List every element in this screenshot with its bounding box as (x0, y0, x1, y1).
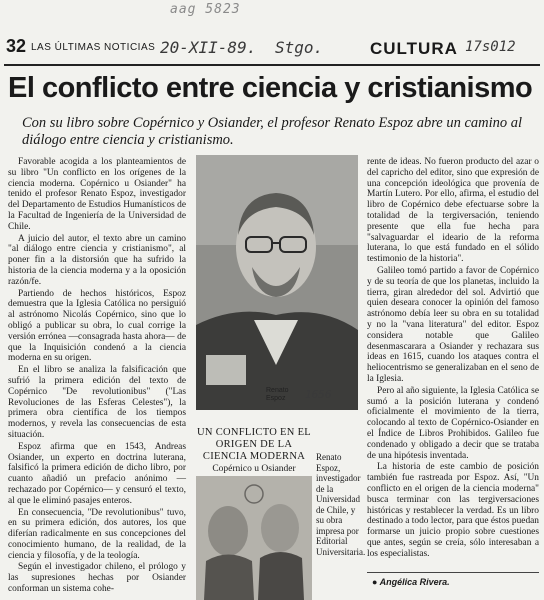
paragraph: En el libro se analiza la falsificación que sufrió la primera edición del texto de Copérnico "De revolutionibus" ("Las Revoluciones de las Esferas Celestes"), la primera obra científica de los tiempos modernos, y revela las consecuencias de esta situación. (8, 365, 186, 440)
book-cover-image (196, 476, 312, 600)
paragraph: La historia de este cambio de posición también fue rastreada por Espoz. Así, "Un conflicto en el origen de la ciencia moderna" busca terminar con las tergiversaciones históricas y restablecer la verdad. Es un libro destinado a todo lector, para que éstos puedan formarse un juicio propio sobre cuestiones que antes, según se creía, sólo interesaban a los especialistas. (367, 462, 539, 559)
article-column-left (8, 157, 186, 596)
book-cover-illustration (196, 476, 312, 600)
deck-subtitle: Con su libro sobre Copérnico y Osiander, el profesor Renato Espoz abre un camino al diálogo entre ciencia y cristianismo. (22, 115, 523, 148)
paragraph: Galileo tomó partido a favor de Copérnico y de su teoría de que los planetas, incluido la tierra, giran alrededor del sol. Advirtió que quien deseara conocer la opinión del famoso astrónomo debía leer su obra en su totalidad y no la "vana literatura" del editor. Espoz considera notable que Galileo desenmascarara a Osiander y rechazara sus ideas en 1615, cuando los ataques contra el heliocentrismo se generalizaban en el seno de la Iglesia. (367, 265, 539, 384)
handwritten-photo-number: 1656 (305, 388, 332, 401)
photo-caption-line: Espoz (266, 395, 286, 402)
paragraph: Favorable acogida a los planteamientos de su libro "Un conflicto en los orígenes de la ciencia moderna. Copérnico u Osiander" ha tenido el profesor Renato Espoz, investigador del Departamento de Estudios Humanísticos de la Facultad de Ingeniería de la Universidad de Chile. (8, 157, 186, 232)
paragraph: A juicio del autor, el texto abre un camino "al diálogo entre ciencia y cristianismo", al poner fin a la distorsión que ha sufrido la historia de la ciencia moderna y a la oposición razón/fe. (8, 233, 186, 287)
book-title: UN CONFLICTO EN EL ORIGEN DE LA CIENCIA MODERNA (197, 427, 311, 462)
photo-caption-line: Renato (266, 387, 289, 394)
byline-rule (367, 572, 539, 573)
header-rule (4, 64, 540, 66)
page-number: 32 (6, 36, 27, 56)
paragraph: Espoz afirma que en 1543, Andreas Osiander, un experto en doctrina luterana, falsificó la primera edición de dicho libro, por cuanto añadió un prefacio anónimo —rechazado por Copérnico— y censuró el texto, al que le eliminó pasajes enteros. (8, 441, 186, 506)
book-caption: Renato Espoz, investigador de la Universidad de Chile, y su obra impresa por Editorial Universitaria. (316, 452, 366, 557)
handwritten-code: 17s012 (465, 39, 516, 55)
byline: ● Angélica Rivera. (372, 577, 450, 587)
paragraph: rente de ideas. No fueron producto del azar o del capricho del editor, sino que expresión de una concepción ideológica que provenía de Martín Lutero. Por ello, afirma, el estudio del libro de Copérnico debe efectuarse sobre la totalidad de la tergiversación, teniendo presente que ella fue hecha para "salvaguardar el ideario de la reforma luterana, lo que está fundado en el sólido testimonio de la historia". (367, 157, 539, 265)
paragraph: Pero al año siguiente, la Iglesia Católica se sumó a la posición luterana y condenó oficialmente el movimiento de la tierra, colocando al texto de Copérnico-Osiander en el Índice de Libros Prohibidos. Galileo fue condenado y obligado a decir que se trataba de una hipótesis inventada. (367, 385, 539, 461)
handwritten-place: Stgo. (275, 38, 324, 57)
paragraph: Partiendo de hechos históricos, Espoz demuestra que la Iglesia Católica no persiguió al astrónomo Nicolás Copérnico, sino que lo obligó a publicar su obra, lo cual corrige la versión errónea —consagrada hasta ahora— de que la Inquisición condenó a la ciencia moderna en su origen. (8, 288, 186, 364)
handwritten-date: 20-XII-89. (160, 38, 257, 57)
book-subtitle: Copérnico u Osiander (212, 464, 296, 474)
headline: El conflicto entre ciencia y cristianismo (8, 72, 533, 104)
author-portrait-illustration (196, 155, 358, 410)
archive-scribble: aag 5823 (170, 2, 241, 17)
paragraph: Según el investigador chileno, el prólogo y las supresiones hechas por Osiander conforman un sistema cohe- (8, 562, 186, 595)
photo-caption (266, 387, 289, 403)
section-label: CULTURA (370, 39, 458, 58)
article-column-right (367, 157, 539, 560)
newspaper-name: LAS ÚLTIMAS NOTICIAS (31, 42, 156, 53)
paragraph: En consecuencia, "De revolutionibus" tuvo, en su primera edición, dos autores, los que diferían radicalmente en sus concepciones del conocimiento humano, de la realidad, de la ciencia y filosofía, y de la teología. (8, 507, 186, 561)
author-photo (196, 155, 358, 410)
